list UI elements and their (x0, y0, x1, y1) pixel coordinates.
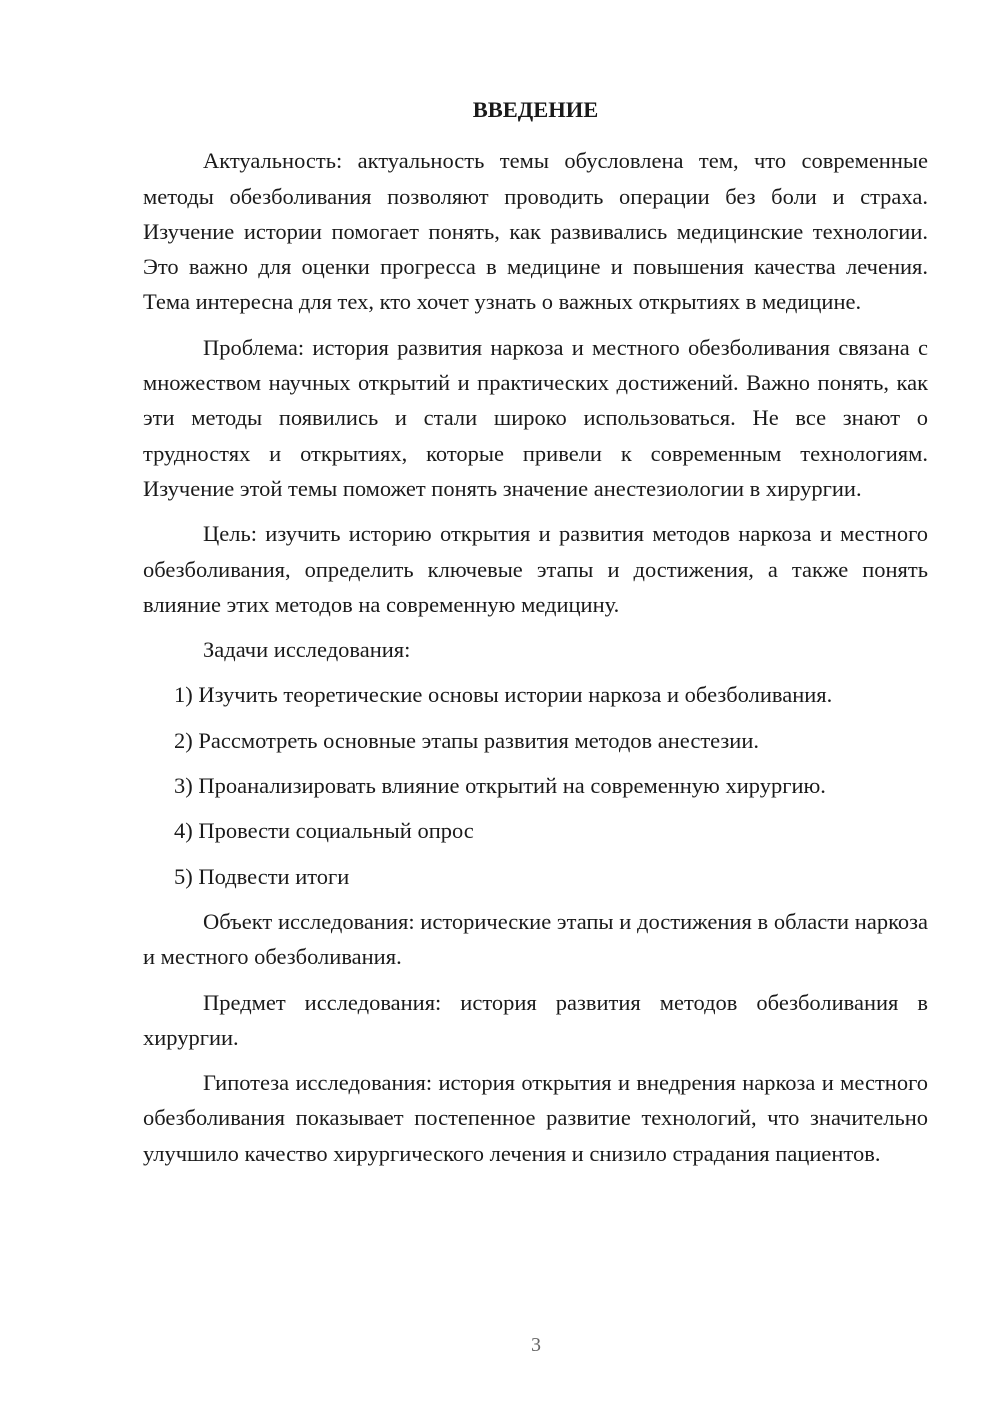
paragraph-hypothesis: Гипотеза исследования: история открытия и внедрения наркоза и местного обезболивания показывает постепенное развитие технологий, что значительно улучшило качество хирургического лечения и снизило страдания пациентов. (143, 1070, 928, 1166)
task-item: 1) Изучить теоретические основы истории наркоза и обезболивания. (174, 682, 833, 708)
paragraph-problem: Проблема: история развития наркоза и местного обезболивания связана с множеством научных открытий и практических достижений. Важно понять, как эти методы появились и стали широко использоваться. Не все знают о трудностях и открытиях, которые привели к современным технологиям. Изучение этой темы поможет понять значение анестезиологии в хирургии. (143, 334, 928, 501)
paragraph-subject: Предмет исследования: история развития методов обезболивания в хирургии. (143, 989, 928, 1050)
page-number: 3 (531, 1334, 541, 1356)
task-item: 4) Провести социальный опрос (174, 818, 474, 844)
tasks-list (143, 677, 928, 893)
section-heading: ВВЕДЕНИЕ (472, 97, 599, 122)
task-item: 2) Рассмотреть основные этапы развития методов анестезии. (174, 727, 760, 753)
task-item: 3) Проанализировать влияние открытий на современную хирургию. (174, 773, 826, 799)
paragraph-relevance: Актуальность: актуальность темы обусловлена тем, что современные методы обезболивания позволяют проводить операции без боли и страха. Изучение истории помогает понять, как развивались медицинские технологии. Это важно для оценки прогресса в медицине и повышения качества лечения. Тема интересна для тех, кто хочет узнать о важных открытиях в медицине. (143, 148, 928, 315)
paragraph-object: Объект исследования: исторические этапы и достижения в области наркоза и местного обезболивания. (143, 908, 928, 970)
tasks-title: Задачи исследования: (203, 637, 411, 663)
paragraph-goal: Цель: изучить историю открытия и развития методов наркоза и местного обезболивания, определить ключевые этапы и достижения, а также понять влияние этих методов на современную медицину. (143, 521, 928, 617)
task-item: 5) Подвести итоги (174, 863, 350, 889)
page-content (143, 92, 928, 1181)
